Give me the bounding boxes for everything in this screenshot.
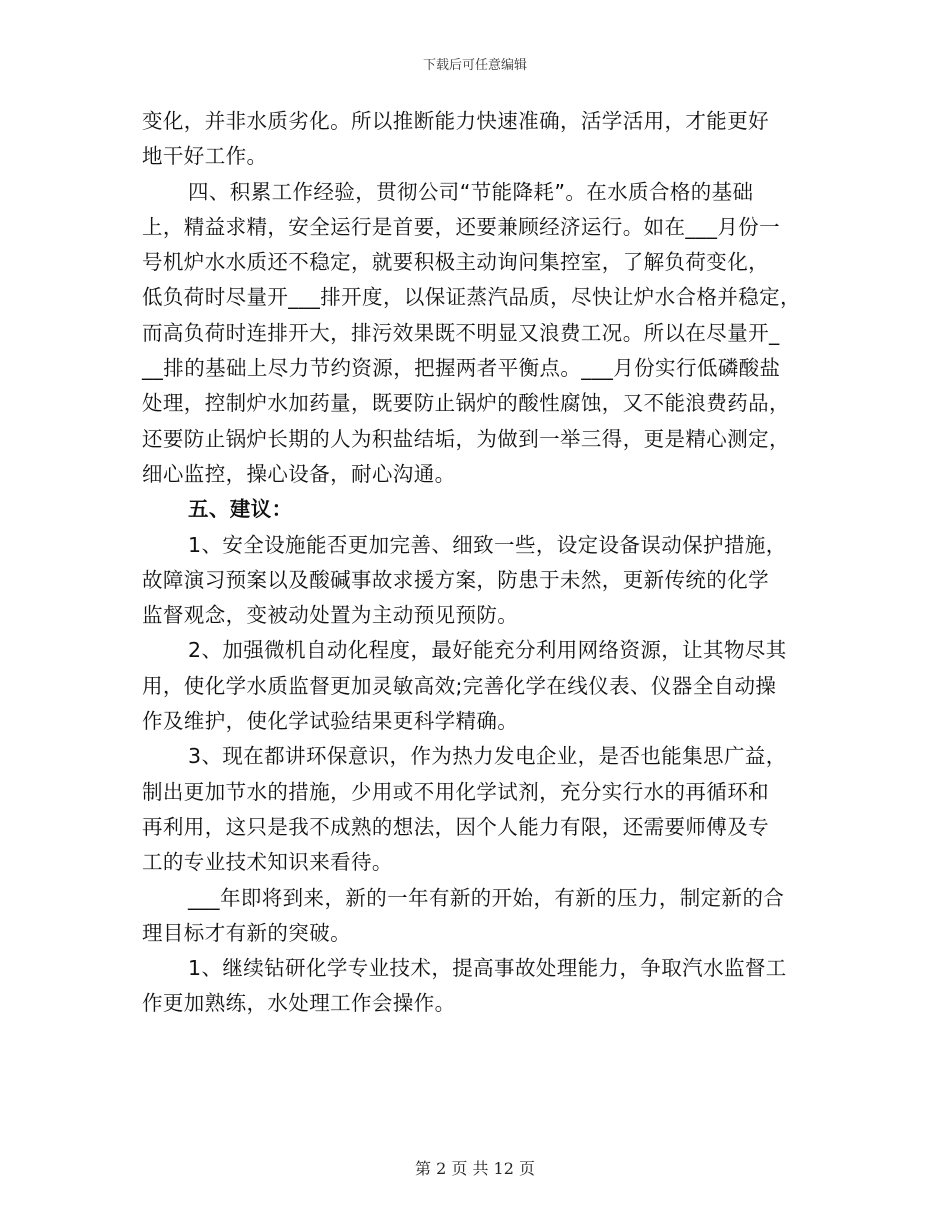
text-line: 作更加熟练，水处理工作会操作。 — [142, 991, 456, 1016]
page-header: 下载后可任意编辑 — [422, 58, 527, 73]
text-line: 3、现在都讲环保意识，作为热力发电企业，是否也能集思广益， — [188, 744, 787, 769]
text-line: 工的专业技术知识来看待。 — [142, 850, 393, 875]
text-line: 故障演习预案以及酸碱事故求援方案，防患于未然，更新传统的化学 — [142, 567, 769, 592]
text-line: 再利用，这只是我不成熟的想法，因个人能力有限，还需要师傅及专 — [142, 814, 769, 839]
text-line: 作及维护，使化学试验结果更科学精确。 — [142, 709, 519, 734]
text-line: 用，使化学水质监督更加灵敏高效;完善化学在线仪表、仪器全自动操 — [142, 673, 777, 698]
text-line: 1、继续钻研化学专业技术，提高事故处理能力，争取汽水监督工 — [188, 956, 787, 981]
text-line: 上，精益求精，安全运行是首要，还要兼顾经济运行。如在___月份一 — [142, 214, 781, 239]
text-line: 监督观念，变被动处置为主动预见预防。 — [142, 603, 519, 628]
page-footer: 第 2 页 共 12 页 — [415, 1159, 535, 1178]
section-heading: 五、建议： — [188, 497, 293, 522]
text-line: 理目标才有新的突破。 — [142, 920, 351, 945]
text-line: 还要防止锅炉长期的人为积盐结垢，为做到一举三得，更是精心测定， — [142, 426, 790, 451]
text-line: 四、积累工作经验，贯彻公司“节能降耗”。在水质合格的基础 — [188, 179, 754, 204]
text-line: 细心监控，操心设备，耐心沟通。 — [142, 461, 456, 486]
text-line: 号机炉水水质还不稳定，就要积极主动询问集控室，了解负荷变化， — [142, 250, 769, 275]
text-line: 而高负荷时连排开大，排污效果既不明显又浪费工况。所以在尽量开_ — [142, 320, 780, 345]
document-body — [142, 104, 814, 1022]
text-line: 制出更加节水的措施，少用或不用化学试剂，充分实行水的再循环和 — [142, 779, 769, 804]
text-line: __排的基础上尽力节约资源，把握两者平衡点。___月份实行低磷酸盐 — [142, 356, 781, 381]
text-line: 处理，控制炉水加药量，既要防止锅炉的酸性腐蚀，又不能浪费药品， — [142, 391, 790, 416]
text-line: 低负荷时尽量开___排开度，以保证蒸汽品质，尽快让炉水合格并稳定， — [142, 285, 801, 310]
text-line: 2、加强微机自动化程度，最好能充分利用网络资源，让其物尽其 — [188, 638, 787, 663]
text-line: 地干好工作。 — [142, 144, 268, 169]
text-line: ___年即将到来，新的一年有新的开始，有新的压力，制定新的合 — [188, 885, 785, 910]
text-line: 变化，并非水质劣化。所以推断能力快速准确，活学活用，才能更好 — [142, 109, 769, 133]
text-line: 1、安全设施能否更加完善、细致一些，设定设备误动保护措施， — [188, 532, 787, 557]
